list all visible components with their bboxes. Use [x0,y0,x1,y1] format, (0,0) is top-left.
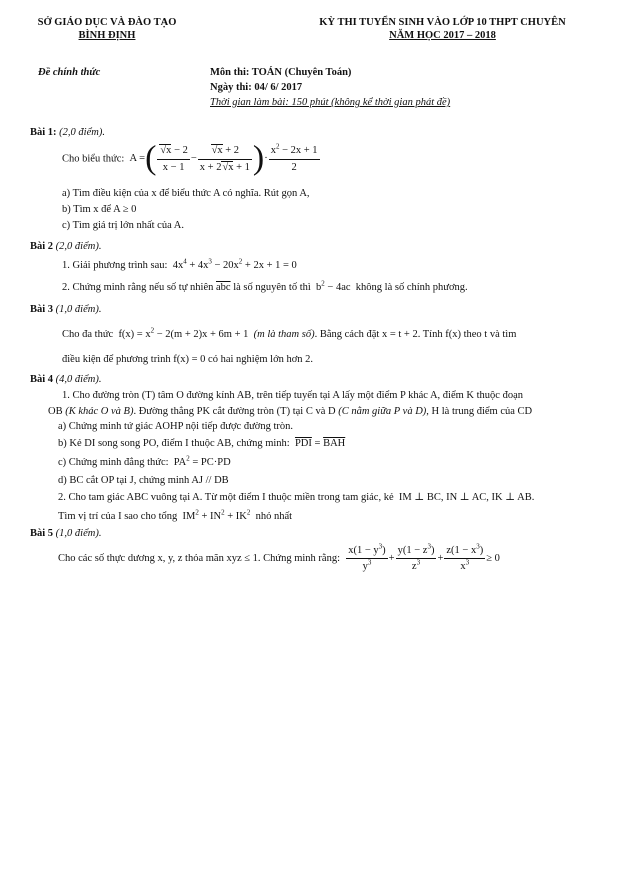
bai4-q2-text-b: nhỏ nhất [255,511,293,522]
bai4-line-pk: . Đường thẳng PK cắt đường tròn (T) tại C và D [133,406,336,417]
bai4-identity: $PA^2 = PC\cdot PD$ [171,454,231,468]
exam-name: KỲ THI TUYỂN SINH VÀO LỚP 10 THPT CHUYÊN [319,17,566,28]
bai4-part-b [58,437,345,450]
bai5-heading [30,527,101,540]
bai5-text: Cho các số thực dương x, y, z thỏa mãn xyz ≤ 1. Chứng minh rằng: [58,553,340,565]
header-exam [300,16,585,42]
bai4-perpendiculars: IM ⊥ BC, IN ⊥ AC, IK ⊥ AB. [396,492,535,503]
bai2-q2 [62,281,468,294]
bai3-line2: điều kiện để phương trình f(x) = 0 có hai nghiệm lớn hơn 2. [62,354,314,365]
bai1-intro: Cho biểu thức: [62,153,125,165]
bai2-heading [30,240,101,253]
bai2-points: (2,0 điểm). [55,241,102,252]
bai2-title: Bài 2 [30,241,54,252]
bai1-part-a: a) Tìm điều kiện của x để biểu thức A có nghĩa. Rút gọn A, [62,188,310,199]
expression-a: A =( $\frac{√x - 2}{x - 1}$ − $\frac{√x + 2}{x + 2√x + 1}$ )· $\frac{x^2 - 2x + 1}{2}$ [126,140,318,177]
bai4-points: (4,0 điểm). [55,374,102,385]
bai4-q2-line2 [58,510,292,523]
bai1-points: (2,0 điểm). [59,127,105,138]
bai1-title: Bài 1: [30,127,57,138]
bai2-q1 [62,259,297,272]
bai4-sum-squares: $IM^2 + IN^2 + IK^2$ [179,508,251,522]
exam-date: Ngày thi: 04/ 6/ 2017 [210,82,303,93]
bai4-part-b-text: b) Kẻ DI song song PO, điểm I thuộc AB, chứng minh: [58,438,290,449]
bai1-part-c: c) Tìm giá trị lớn nhất của A. [62,220,184,231]
bai4-heading [30,373,101,386]
bai2-number-abc: $\overline{abc}$ [216,282,231,293]
bai3-points: (1,0 điểm). [55,304,102,315]
bai4-title: Bài 4 [30,374,54,385]
bai2-q2-text-c: không là số chính phương. [355,282,468,293]
bai4-q2-line1 [58,491,534,504]
bai4-q2-text: 2. Cho tam giác ABC vuông tại A. Từ một điểm I thuộc miền trong tam giác, kẻ [58,492,394,503]
province-name: BÌNH ĐỊNH [78,30,136,42]
bai3-heading [30,303,101,316]
bai2-discriminant: $b^2 - 4ac$ [313,279,354,293]
bai4-part-c [58,456,231,469]
bai4-part-c-text: c) Chứng minh đẳng thức: [58,457,169,468]
bai5-title: Bài 5 [30,528,54,539]
bai4-angle-equality: $\overline{PDI} = \overline{BAH}$ [294,438,346,449]
bai3-text-a: Cho đa thức [62,329,114,340]
header-department [22,16,192,42]
bai1-part-b: b) Tìm x để A ≥ 0 [62,204,137,215]
bai4-k-note: (K khác O và B) [65,406,134,417]
bai2-q1-text: 1. Giải phương trình sau: [62,260,168,271]
department-name: SỞ GIÁO DỤC VÀ ĐÀO TẠO [37,17,177,28]
bai1-heading [30,126,105,139]
bai3-polynomial: $f(x) = x^2 - 2(m + 2)x + 6m + 1$ [115,326,251,340]
official-label: Đề chính thức [38,67,101,78]
bai3-title: Bài 3 [30,304,54,315]
bai5-statement [58,544,500,573]
bai4-part-d: d) BC cắt OP tại J, chứng minh AJ // DB [58,475,229,486]
school-year: NĂM HỌC 2017 – 2018 [389,30,496,42]
bai2-equation: $4x^4 + 4x^3 - 20x^2 + 2x + 1 = 0$ [170,257,297,271]
bai4-c-note: (C nằm giữa P và D) [338,406,427,417]
bai3-param-note: (m là tham số) [253,329,315,340]
subject-line: Môn thi: TOÁN (Chuyên Toán) [210,67,352,78]
bai2-q2-text-b: là số nguyên tố thì [233,282,311,293]
bai1-expression [62,142,321,176]
exam-duration: Thời gian làm bài: 150 phút (không kể thời gian phát đề) [210,97,451,108]
bai4-q1-line1: 1. Cho đường tròn (T) tâm O đường kính AB, trên tiếp tuyến tại A lấy một điểm P khác A, điểm K thuộc đoạn [62,390,524,401]
bai4-midpoint: , H là trung điểm của CD [426,406,533,417]
bai5-points: (1,0 điểm). [55,528,102,539]
bai5-inequality: $\frac{x(1 - y^3)}{y^3}$ + $\frac{y(1 - z^3)}{z^3}$ + $\frac{z(1 - x^3)}{x^3}$ ≥ 0 [348,542,500,573]
bai4-ob: OB [48,406,63,417]
bai4-q1-line2 [48,405,532,418]
bai2-q2-text-a: 2. Chứng minh rằng nếu số tự nhiên [62,282,214,293]
bai4-part-a: a) Chứng minh tứ giác AOHP nội tiếp được đường tròn. [58,421,293,432]
bai3-line1 [62,328,516,341]
bai4-q2-text-a: Tìm vị trí của I sao cho tổng [58,511,178,522]
bai3-text-c: . Bằng cách đặt x = t + 2. Tính f(x) theo t và tìm [314,329,517,340]
